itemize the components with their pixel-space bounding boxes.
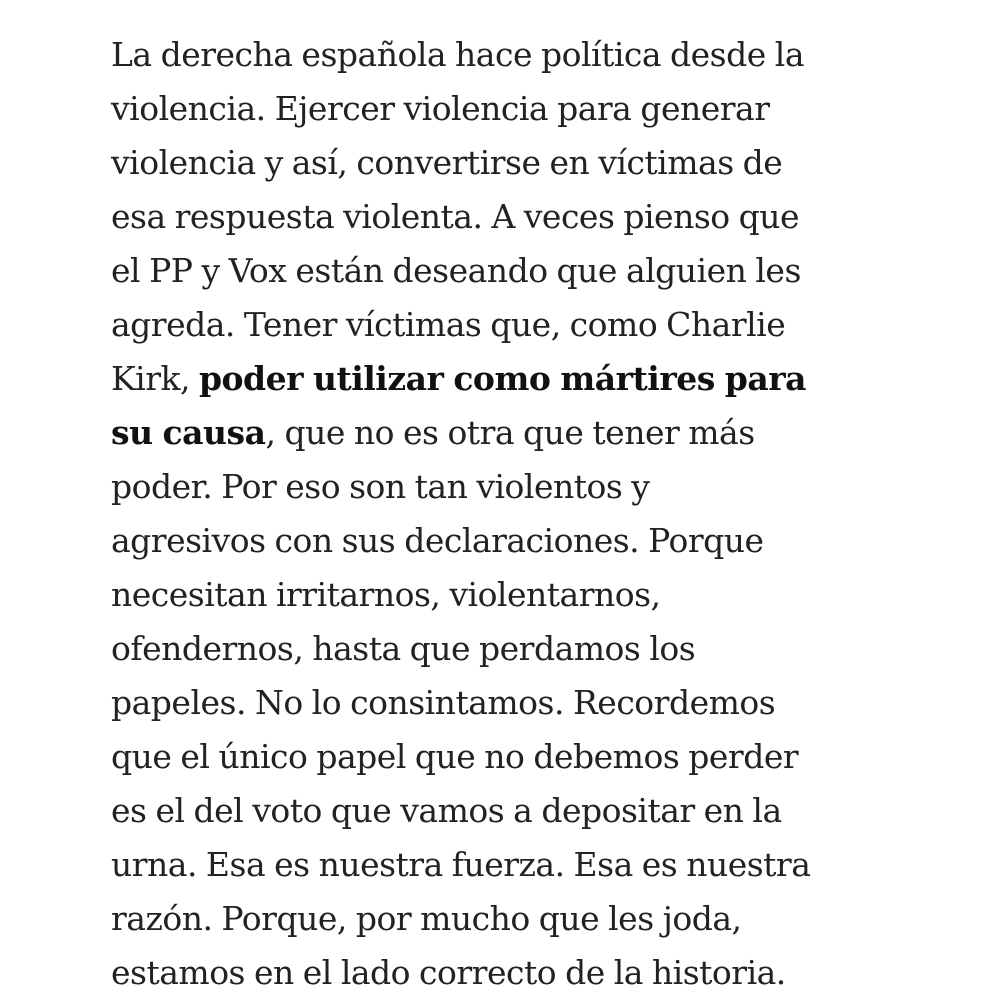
text-line: La derecha española hace política desde la [111,35,804,74]
text-line: agresivos con sus declaraciones. Porque [111,521,764,560]
text-line: violencia y así, convertirse en víctimas de [111,143,783,182]
text-line: violencia. Ejercer violencia para generar [111,89,770,128]
text-line: poder. Por eso son tan violentos y [111,467,650,506]
article-paragraph [111,28,891,1000]
emphasized-text: su causa [111,413,266,452]
text-line: necesitan irritarnos, violentarnos, [111,575,661,614]
text-line: es el del voto que vamos a depositar en la [111,791,782,830]
text-line: el PP y Vox están deseando que alguien les [111,251,801,290]
article-body [111,28,891,1000]
text-line: papeles. No lo consintamos. Recordemos [111,683,776,722]
text-line: razón. Porque, por mucho que les joda, [111,899,742,938]
text-line: ofendernos, hasta que perdamos los [111,629,696,668]
line-text: Kirk, [111,359,199,398]
text-line: que el único papel que no debemos perder [111,737,799,776]
line-text: , que no es otra que tener más [265,413,755,452]
text-line-with-emphasis [111,406,891,460]
text-line: agreda. Tener víctimas que, como Charlie [111,305,786,344]
text-line: esa respuesta violenta. A veces pienso que [111,197,800,236]
text-line-with-emphasis [111,352,891,406]
text-line: estamos en el lado correcto de la historia. [111,953,786,992]
text-line: urna. Esa es nuestra fuerza. Esa es nuestra [111,845,811,884]
emphasized-text: poder utilizar como mártires para [198,359,807,398]
